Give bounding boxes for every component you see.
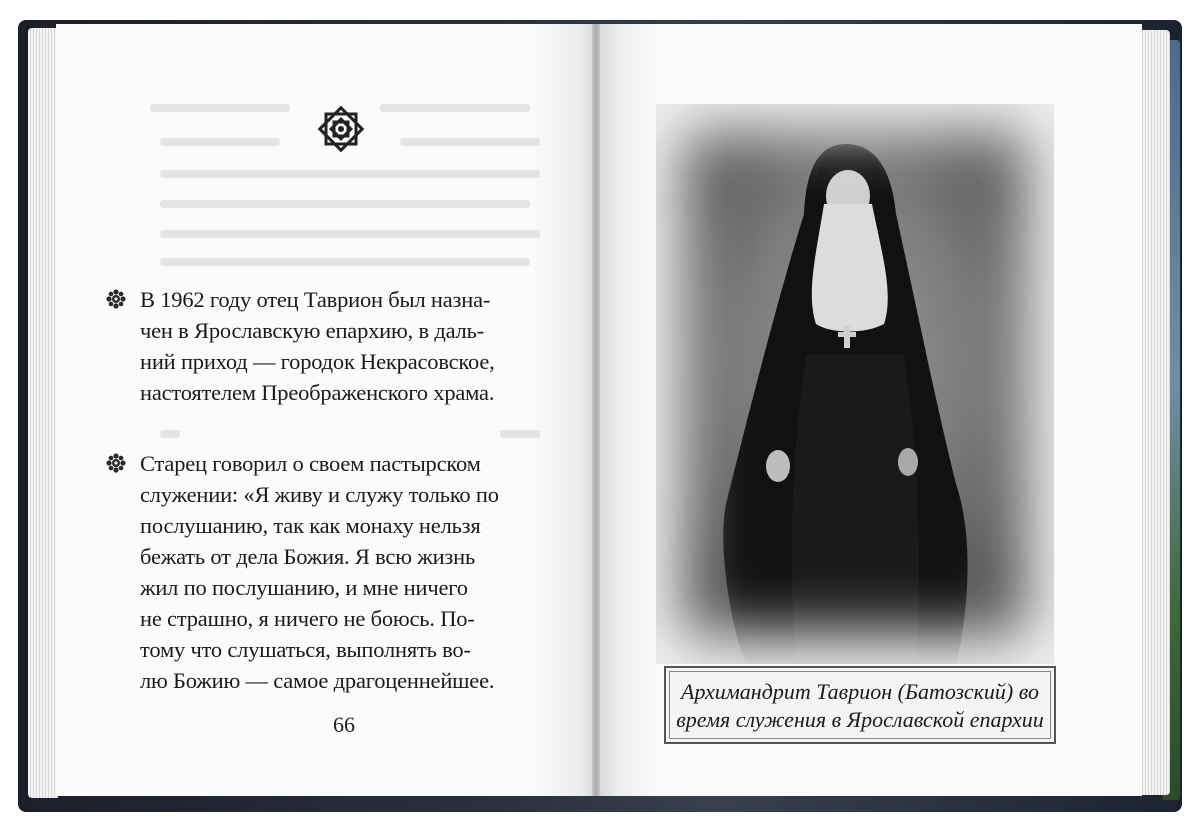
text-line: бежать от дела Божия. Я всю жизнь — [140, 544, 476, 569]
page-number: 66 — [333, 712, 355, 737]
text-line: чен в Ярославскую епархию, в даль- — [140, 318, 484, 343]
text-line: лю Божию — самое драгоценнейшее. — [140, 668, 495, 693]
caption-line: Архимандрит Таврион (Батозский) во — [681, 679, 1039, 704]
text-line: В 1962 году отец Таврион был назна- — [140, 287, 491, 312]
paragraph-1 — [140, 284, 560, 408]
text-line: ний приход — городок Некрасовское, — [140, 349, 495, 374]
book-gutter — [592, 24, 600, 796]
caption-line: время служения в Ярославской епархии — [676, 707, 1044, 732]
portrait-photo — [656, 104, 1054, 664]
text-line: жил по послушанию, и мне ничего — [140, 575, 468, 600]
page-stack-right — [1140, 30, 1170, 795]
text-line: послушанию, так как монаху нельзя — [140, 513, 481, 538]
page-stack-left — [28, 28, 58, 798]
text-line: не страшно, я ничего не боюсь. По- — [140, 606, 475, 631]
photo-caption — [664, 666, 1056, 744]
photo-vignette — [656, 104, 1054, 664]
caption-text — [666, 678, 1054, 734]
text-line: служении: «Я живу и служу только по — [140, 482, 499, 507]
paragraph-2 — [140, 448, 560, 696]
ornament-icon — [312, 100, 370, 158]
text-line: тому что слушаться, выполнять во- — [140, 637, 471, 662]
text-line: Старец говорил о своем пастырском — [140, 451, 481, 476]
flower-bullet-icon — [106, 289, 126, 309]
text-line: настоятелем Преображенского храма. — [140, 380, 495, 405]
flower-bullet-icon — [106, 453, 126, 473]
